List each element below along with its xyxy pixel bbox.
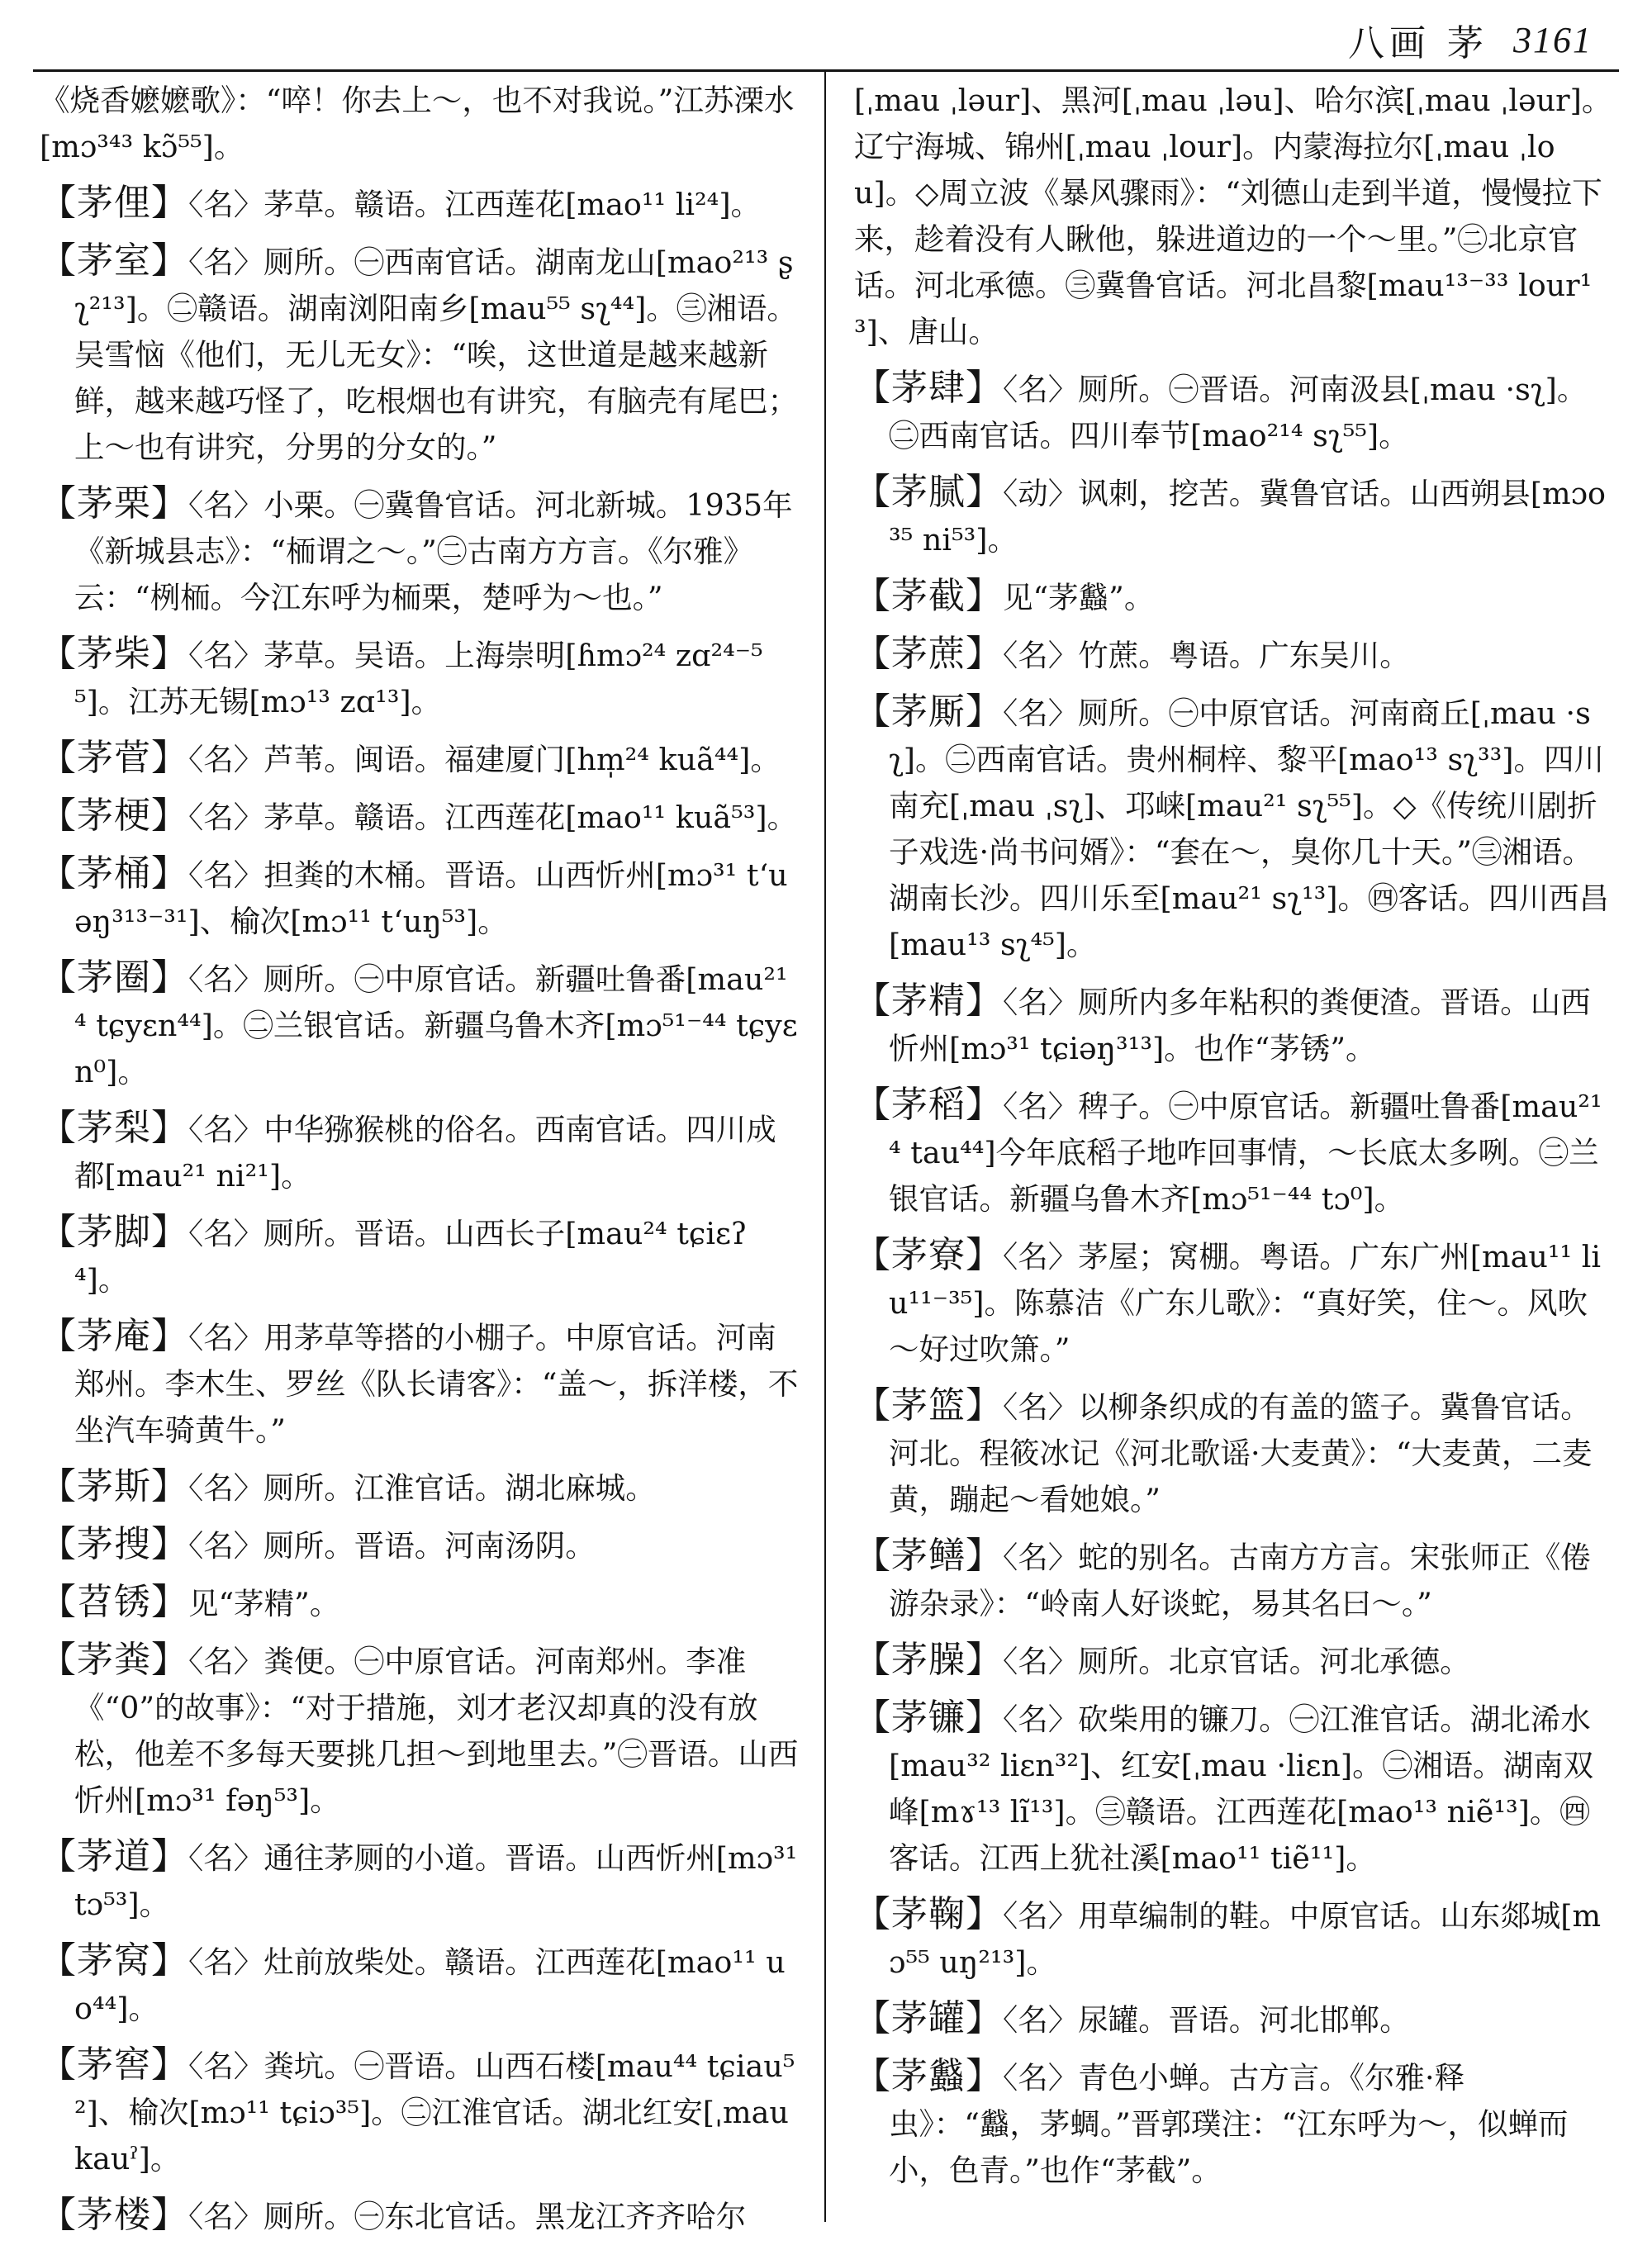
dictionary-entry [854, 469, 1614, 563]
entry-headword: 【茅蔗】 [854, 633, 1003, 675]
entry-headword: 【茅柴】 [40, 633, 188, 675]
dictionary-entry [40, 238, 800, 471]
entry-definition: 〈名〉砍柴用的镰刀。㊀江淮官话。湖北浠水[mau³² liɛn³²]、红安[ˌmau ·liɛn]。㊁湘语。湖南双峰[mɤ¹³ lĩ¹³]。㊂赣语。江西莲花[mao¹³ niẽ¹³]。㊃客话。江西上犹社溪[mao¹¹ tiẽ¹¹]。 [889, 1702, 1594, 1876]
entry-definition: 〈名〉竹蔗。粤语。广东吴川。 [1003, 638, 1410, 673]
dictionary-entry [40, 1579, 800, 1627]
dictionary-entry [40, 2192, 800, 2240]
entry-headword: 【茅肆】 [854, 367, 1003, 409]
entry-headword: 【茅臊】 [854, 1639, 1003, 1681]
entry-definition: 〈名〉厕所。江淮官话。湖北麻城。 [188, 1470, 656, 1506]
entry-headword: 【茅鞠】 [854, 1893, 1003, 1935]
dictionary-entry [40, 180, 800, 228]
entry-definition: 〈名〉灶前放柴处。赣语。江西莲花[mao¹¹ uo⁴⁴]。 [74, 1944, 786, 2026]
entry-definition: 〈名〉茅草。赣语。江西莲花[mao¹¹ li²⁴]。 [188, 187, 762, 222]
entry-definition: 〈名〉厕所内多年粘积的粪便渣。晋语。山西忻州[mɔ³¹ tɕiəŋ³¹³]。也作“茅锈”。 [889, 985, 1591, 1066]
entry-headword: 【茅室】 [40, 240, 188, 282]
entry-headword: 【茅鳝】 [854, 1535, 1003, 1577]
dictionary-entry [854, 1695, 1614, 1882]
dictionary-entry [854, 1232, 1614, 1373]
dictionary-entry [40, 1521, 800, 1569]
entry-headword: 【茅搜】 [40, 1523, 188, 1565]
entry-definition: 〈名〉青色小蝉。古方言。《尔雅·释虫》：“蠽，茅蜩。”晋郭璞注：“江东呼为～，似蝉而小，色青。”也作“茅截”。 [889, 2060, 1569, 2188]
entry-headword: 【茅罐】 [854, 1997, 1003, 2039]
entry-headword: 【茅栗】 [40, 482, 188, 525]
dictionary-entry [40, 1313, 800, 1454]
column-divider [824, 71, 826, 2222]
dictionary-entry [40, 1637, 800, 1824]
entry-definition: 〈动〉讽刺，挖苦。冀鲁官话。山西朔县[mɔo³⁵ ni⁵³]。 [889, 476, 1607, 558]
entry-headword: 【茅镰】 [854, 1697, 1003, 1739]
entry-definition: 〈名〉厕所。晋语。山西长子[mau²⁴ tɕiɛʔ⁴]。 [74, 1216, 748, 1298]
section-title: 八画 茅 [1348, 22, 1488, 64]
entry-definition: 〈名〉担粪的木桶。晋语。山西忻州[mɔ³¹ tʻuəŋ³¹³⁻³¹]、榆次[mɔ¹¹ tʻuŋ⁵³]。 [74, 857, 788, 939]
dictionary-entry [40, 78, 800, 170]
dictionary-entry [40, 1938, 800, 2032]
entry-headword: 【茅精】 [854, 980, 1003, 1022]
entry-definition: 〈名〉小栗。㊀冀鲁官话。河北新城。1935年《新城县志》：“栭谓之～。”㊁古南方方言。《尔雅》云：“栵栭。今江东呼为栭栗，楚呼为～也。” [74, 487, 793, 615]
dictionary-entry [40, 631, 800, 725]
entry-definition: 〈名〉蛇的别名。古南方方言。宋张师正《倦游杂录》：“岭南人好谈蛇，易其名曰～。” [889, 1540, 1591, 1621]
dictionary-entry [40, 481, 800, 621]
dictionary-entry [40, 1834, 800, 1928]
entry-headword: 【茅庵】 [40, 1315, 188, 1357]
dictionary-entry [854, 689, 1614, 968]
entry-headword: 【茅脚】 [40, 1211, 188, 1253]
entry-headword: 【茅稻】 [854, 1084, 1003, 1126]
page-number: 3161 [1513, 19, 1593, 60]
dictionary-entry [40, 851, 800, 945]
dictionary-entry [40, 735, 800, 783]
dictionary-entry [854, 1892, 1614, 1986]
dictionary-entry [854, 2053, 1614, 2194]
entry-headword: 【茅寮】 [854, 1234, 1003, 1276]
entry-headword: 【茅篮】 [854, 1384, 1003, 1426]
entry-definition: 〈名〉通往茅厕的小道。晋语。山西忻州[mɔ³¹ tɔ⁵³]。 [74, 1840, 798, 1922]
entry-headword: 【茅道】 [40, 1835, 188, 1877]
entry-headword: 【茅窖】 [40, 2044, 188, 2086]
dictionary-entry [854, 1996, 1614, 2044]
dictionary-entry [40, 1209, 800, 1303]
entry-definition: 〈名〉稗子。㊀中原官话。新疆吐鲁番[mau²¹⁴ tau⁴⁴]今年底稻子地咋回事情，～长底太多咧。㊁兰银官话。新疆乌鲁木齐[mɔ⁵¹⁻⁴⁴ tɔ⁰]。 [889, 1089, 1602, 1217]
entry-definition: 《烧香嬷嬷歌》：“啐！你去上～，也不对我说。”江苏溧水[mɔ³⁴³ kɔ̃⁵⁵]。 [40, 83, 795, 164]
dictionary-entry [40, 2042, 800, 2182]
entry-headword: 【茅圈】 [40, 956, 188, 999]
left-column [40, 78, 800, 2250]
entry-definition: 〈名〉尿罐。晋语。河北邯郸。 [1003, 2002, 1410, 2038]
dictionary-entry [854, 78, 1614, 355]
entry-definition: 〈名〉茅草。吴语。上海崇明[ɦmɔ²⁴ zɑ²⁴⁻⁵⁵]。江苏无锡[mɔ¹³ zɑ¹³]。 [74, 638, 763, 719]
entry-definition: 〈名〉以柳条织成的有盖的篮子。冀鲁官话。河北。程筱冰记《河北歌谣·大麦黄》：“大麦黄，二麦黄，蹦起～看她娘。” [889, 1389, 1593, 1517]
entry-definition: 〈名〉茅屋；窝棚。粤语。广东广州[mau¹¹ liu¹¹⁻³⁵]。陈慕洁《广东儿歌》：“真好笑，住～。风吹～好过吹箫。” [889, 1239, 1602, 1367]
dictionary-entry [854, 1082, 1614, 1222]
dictionary-entry [854, 978, 1614, 1072]
entry-definition: 〈名〉粪坑。㊀晋语。山西石楼[mau⁴⁴ tɕiau⁵²]、榆次[mɔ¹¹ tɕiɔ³⁵]。㊁江淮官话。湖北红安[ˌmau kauˀ]。 [74, 2048, 795, 2176]
dictionary-entry [854, 1637, 1614, 1685]
entry-definition: 见“茅精”。 [188, 1586, 340, 1621]
entry-definition: 〈名〉厕所。㊀中原官话。新疆吐鲁番[mau²¹⁴ tɕyɛn⁴⁴]。㊁兰银官话。新疆乌鲁木齐[mɔ⁵¹⁻⁴⁴ tɕyɛn⁰]。 [74, 961, 798, 1089]
dictionary-entry [40, 955, 800, 1095]
entry-headword: 【茅窝】 [40, 1939, 188, 1982]
right-column [854, 78, 1614, 2204]
entry-definition: 〈名〉厕所。晋语。河南汤阴。 [188, 1528, 596, 1564]
entry-definition: 〈名〉厕所。㊀西南官话。湖南龙山[mao²¹³ ʂʅ²¹³]。㊁赣语。湖南浏阳南乡[mau⁵⁵ sʅ⁴⁴]。㊂湘语。吴雪恼《他们，无儿无女》：“唉，这世道是越来越新鲜，越来越巧怪了，吃根烟也有讲究，有脑壳有尾巴；上～也有讲究，分男的分女的。” [74, 244, 798, 465]
dictionary-entry [854, 365, 1614, 459]
dictionary-entry [854, 1533, 1614, 1627]
entry-definition: [ˌmau ˌləur]、黑河[ˌmau ˌləu]、哈尔滨[ˌmau ˌləur]。辽宁海城、锦州[ˌmau ˌlour]。内蒙海拉尔[ˌmau ˌlou]。◇周立波《暴风骤雨》：“刘德山走到半道，慢慢拉下来，趁着没有人瞅他，躲进道边的一个～里。”㊁北京官话。河北承德。㊂冀鲁官话。河北昌黎[mau¹³⁻³³ lour¹³]、唐山。 [854, 83, 1612, 349]
entry-headword: 【茅菅】 [40, 737, 188, 779]
entry-headword: 【茅厮】 [854, 691, 1003, 733]
entry-definition: 〈名〉用草编制的鞋。中原官话。山东郯城[mɔ⁵⁵ uŋ²¹³]。 [889, 1898, 1602, 1980]
dictionary-entry [40, 793, 800, 841]
entry-definition: 见“茅蠽”。 [1003, 580, 1155, 615]
entry-headword: 【茅斯】 [40, 1465, 188, 1507]
header-rule [33, 69, 1619, 72]
entry-definition: 〈名〉粪便。㊀中原官话。河南郑州。李准《“0”的故事》：“对于措施，刘才老汉却真的没有放松，他差不多每天要挑几担～到地里去。”㊁晋语。山西忻州[mɔ³¹ fəŋ⁵³]。 [74, 1644, 799, 1818]
entry-headword: 【茅桶】 [40, 852, 188, 895]
dictionary-entry [40, 1105, 800, 1199]
dictionary-entry [854, 1383, 1614, 1523]
entry-headword: 【茅粪】 [40, 1639, 188, 1681]
entry-headword: 【茅俚】 [40, 182, 188, 224]
entry-definition: 〈名〉厕所。㊀中原官话。河南商丘[ˌmau ·sʅ]。㊁西南官话。贵州桐梓、黎平[mao¹³ sʅ³³]。四川南充[ˌmau ˌsʅ]、邛崃[mau²¹ sʅ⁵⁵]。◇《传统川剧折子戏选·尚书问婿》：“套在～，臭你几十天。”㊂湘语。湖南长沙。四川乐至[mau²¹ sʅ¹³]。㊃客话。四川西昌[mau¹³ sʅ⁴⁵]。 [889, 695, 1609, 962]
entry-definition: 〈名〉厕所。㊀东北官话。黑龙江齐齐哈尔 [188, 2199, 747, 2234]
dictionary-entry [854, 631, 1614, 679]
entry-definition: 〈名〉中华猕猴桃的俗名。西南官话。四川成都[mau²¹ ni²¹]。 [74, 1112, 776, 1194]
dictionary-entry [40, 1464, 800, 1512]
entry-headword: 【茅梨】 [40, 1107, 188, 1149]
entry-definition: 〈名〉厕所。北京官话。河北承德。 [1003, 1644, 1470, 1679]
dictionary-entry [854, 573, 1614, 621]
entry-headword: 【茅梗】 [40, 795, 188, 837]
entry-definition: 〈名〉茅草。赣语。江西莲花[mao¹¹ kuã⁵³]。 [188, 800, 798, 835]
entry-definition: 〈名〉芦苇。闽语。福建厦门[hm̩²⁴ kuã⁴⁴]。 [188, 742, 781, 777]
page-header [1348, 15, 1593, 64]
entry-headword: 【苕锈】 [40, 1581, 188, 1623]
entry-headword: 【茅腻】 [854, 471, 1003, 513]
entry-headword: 【茅蠽】 [854, 2055, 1003, 2097]
entry-definition: 〈名〉用茅草等搭的小棚子。中原官话。河南郑州。李木生、罗丝《队长请客》：“盖～，拆洋楼，不坐汽车骑黄牛。” [74, 1320, 799, 1448]
entry-definition: 〈名〉厕所。㊀晋语。河南汲县[ˌmau ·sʅ]。㊁西南官话。四川奉节[mao²¹⁴ sʅ⁵⁵]。 [889, 372, 1588, 453]
entry-headword: 【茅楼】 [40, 2194, 188, 2236]
entry-headword: 【茅截】 [854, 575, 1003, 617]
